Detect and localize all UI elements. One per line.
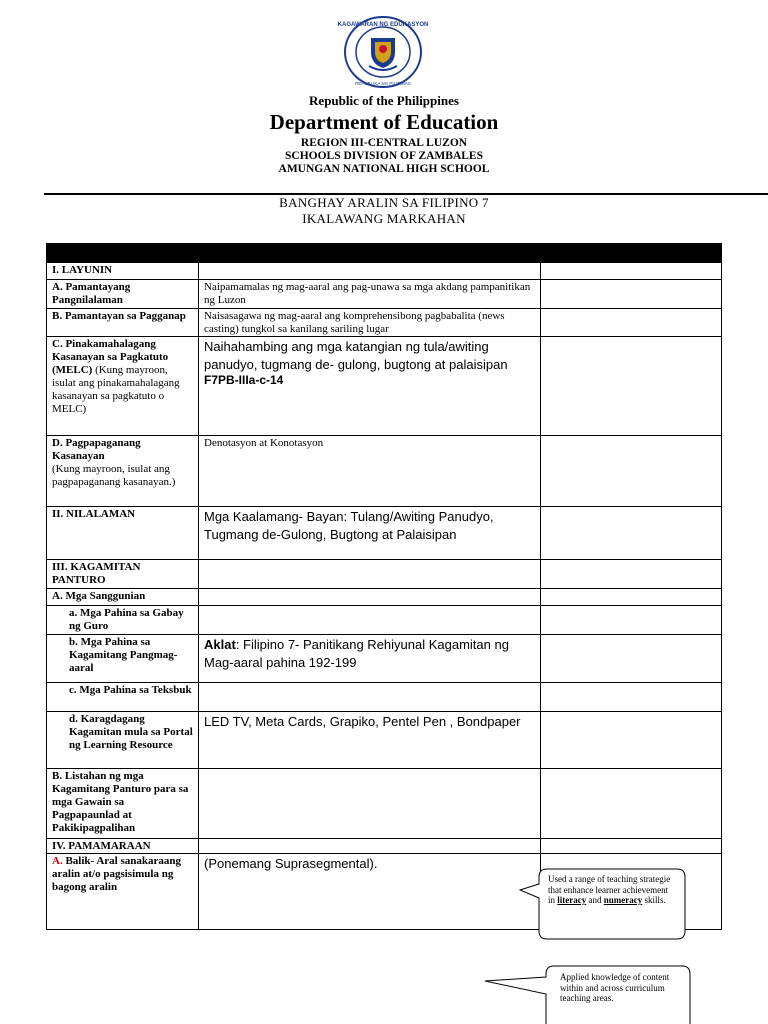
pagpapaganang-label-rest: (Kung mayroon, isulat ang pagpapaganang kasanayan.) [52, 463, 176, 488]
row-label-karagdagang: d. Karagdagang Kagamitan mula sa Portal ng Learning Resource [47, 712, 199, 769]
table-row [47, 712, 722, 769]
nilalaman-value: Mga Kaalamang- Bayan: Tulang/Awiting Panudyo, Tugmang de-Gulong, Bugtong at Palaisipan [204, 509, 494, 542]
row-label-melc [47, 337, 199, 436]
region-heading: REGION III-CENTRAL LUZON [300, 137, 468, 149]
row-label-kagamitan: III. KAGAMITAN PANTURO [47, 560, 199, 589]
balik-value: (Ponemang Suprasegmental). [204, 856, 378, 871]
balik-letter: A. [52, 855, 63, 867]
table-header-bar [47, 244, 722, 263]
row-value-pagganap: Naisasagawa ng mag-aaral ang komprehensibong pagbabalita (news casting) tungkol sa kanilang sariling lugar [199, 309, 541, 337]
table-row [47, 507, 722, 560]
callout-one-end: skills. [642, 895, 666, 905]
school-heading: AMUNGAN NATIONAL HIGH SCHOOL [278, 163, 490, 175]
balik-label: Balik- Aral sanakaraang aralin at/o pagsisimula ng bagong aralin [52, 855, 181, 893]
row-label-pamantayang: A. Pamantayang Pangnilalaman [47, 280, 199, 309]
row-label-gabay: a. Mga Pahina sa Gabay ng Guro [47, 606, 199, 635]
row-value-karagdagang [199, 712, 541, 769]
table-row [47, 280, 722, 309]
table-row [47, 769, 722, 839]
table-row [47, 839, 722, 854]
callout-text-knowledge: Applied knowledge of content within and across curriculum teaching areas. [560, 972, 670, 1003]
row-value-balik [199, 854, 541, 930]
row-value-pangmag [199, 635, 541, 683]
row-label-sanggunian: A. Mga Sanggunian [47, 589, 199, 606]
division-heading: SCHOOLS DIVISION OF ZAMBALES [285, 150, 483, 162]
melc-label-rest: (Kung mayroon, isulat ang pinakamahalagang kasanayan sa pagkatuto o MELC) [52, 364, 180, 415]
row-label-pagganap: B. Pamantayan sa Pagganap [47, 309, 199, 337]
table-row [47, 683, 722, 712]
row-label-pamamaraan: IV. PAMAMARAAN [47, 839, 199, 854]
row-label-teksbuk: c. Mga Pahina sa Teksbuk [47, 683, 199, 712]
republic-heading: Republic of the Philippines [309, 93, 459, 108]
callout-one-and: and [586, 895, 604, 905]
table-row [47, 263, 722, 280]
table-row [47, 589, 722, 606]
row-label-nilalaman: II. NILALAMAN [47, 507, 199, 560]
pagpapaganang-label-bold: D. Pagpapaganang Kasanayan [52, 437, 141, 462]
melc-value: Naihahambing ang mga katangian ng tula/awiting panudyo, tugmang de- gulong, bugtong at palaisipan [204, 339, 508, 372]
row-label-pagpapaganang [47, 436, 199, 507]
callout-text-literacy [548, 874, 673, 906]
pangmag-value-rest: : Filipino 7- Panitikang Rehiyunal Kagamitan ng Mag-aaral pahina 192-199 [204, 637, 509, 670]
deped-seal-logo [337, 16, 429, 88]
plan-title: BANGHAY ARALIN SA FILIPINO 7 [279, 195, 489, 210]
melc-label-bold: C. Pinakamahalagang Kasanayan sa Pagkatuto (MELC) [52, 338, 169, 376]
row-label-listahan: B. Listahan ng mga Kagamitang Panturo para sa mga Gawain sa Pagpapaunlad at Pakikipagpalihan [47, 769, 199, 839]
row-value-pamantayang: Naipamamalas ng mag-aaral ang pag-unawa sa mga akdang pampanitikan ng Luzon [199, 280, 541, 309]
seal-text-top: KAGAWARAN NG EDUKASYON [337, 22, 429, 28]
pangmag-value-bold: Aklat [204, 637, 236, 652]
karagdagang-value: LED TV, Meta Cards, Grapiko, Pentel Pen , Bondpaper [204, 714, 521, 729]
row-label-balik [47, 854, 199, 930]
department-heading: Department of Education [269, 110, 499, 134]
row-value-melc [199, 337, 541, 436]
table-row [47, 606, 722, 635]
plan-quarter: IKALAWANG MARKAHAN [302, 211, 466, 226]
row-value-nilalaman [199, 507, 541, 560]
callout-literacy: literacy [557, 895, 587, 905]
table-row [47, 309, 722, 337]
table-row [47, 635, 722, 683]
seal-text-bottom: REPUBLIKA NG PILIPINAS [355, 81, 411, 86]
table-row [47, 436, 722, 507]
row-value-pagpapaganang: Denotasyon at Konotasyon [199, 436, 541, 507]
callout-one-a: Used a range of teaching strategie that enhance learner achievement in [548, 874, 671, 905]
melc-code: F7PB-IIIa-c-14 [204, 373, 284, 387]
row-label-pangmag: b. Mga Pahina sa Kagamitang Pangmag-aaral [47, 635, 199, 683]
row-label-layunin: I. LAYUNIN [47, 263, 199, 280]
table-row [47, 337, 722, 436]
callout-numeracy: numeracy [603, 895, 643, 905]
table-row [47, 560, 722, 589]
lesson-plan-table [46, 243, 722, 930]
